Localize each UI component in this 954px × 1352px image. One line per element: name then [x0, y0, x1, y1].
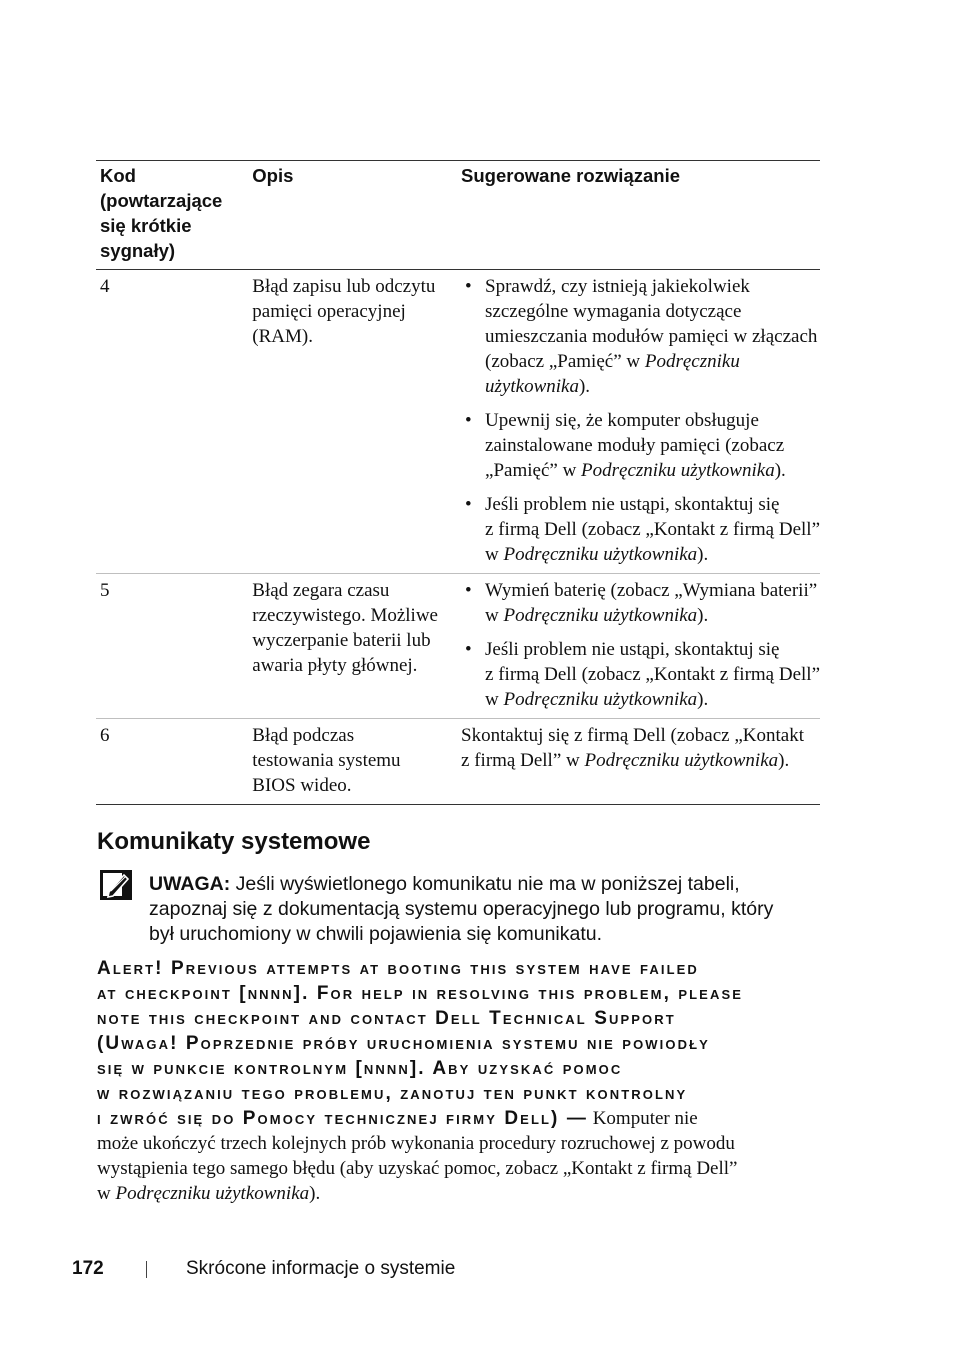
row-description: Błąd podczas testowania systemu BIOS wideo.: [252, 725, 401, 796]
alert-message-block: Alert! Previous attempts at booting this system have failed at checkpoint [nnnn]. For help in resolving this problem, please note this checkpoint and contact Dell Technical Support (Uwaga! Poprzednie próby uruchomienia systemu nie powiodły się w punkcie kontrolnym [nnnn]. Aby uzyskać pomoc w rozwiązaniu tego problemu, zanotuj ten punkt kontrolny i zwróć się do Pomocy technicznej firmy Dell) — Komputer nie może ukończyć trzech kolejnych prób wykonania procedury rozruchowej z powodu wystąpienia tego samego błędu (aby uzyskać pomoc, zobacz „Kontakt z firmą Dell” w Podręczniku użytkownika).: [97, 958, 743, 1204]
table-row: [96, 270, 820, 574]
row-code: 6: [100, 725, 110, 746]
list-item: • Sprawdź, czy istnieją jakiekolwiek szczególne wymagania dotyczące umieszczania modułów pamięci w złączach (zobacz „Pamięć” w Podręczniku użytkownika).: [461, 274, 820, 399]
footer-title: Skrócone informacje o systemie: [186, 1258, 456, 1279]
row-description: Błąd zapisu lub odczytu pamięci operacyjnej (RAM).: [252, 276, 436, 347]
table-header-row: [96, 161, 820, 270]
row-solution: [457, 574, 820, 719]
solution-list: [461, 578, 820, 712]
row-code: 4: [100, 276, 110, 297]
beep-codes-table: [96, 160, 820, 805]
list-item: • Wymień baterię (zobacz „Wymiana baterii” w Podręczniku użytkownika).: [461, 578, 820, 628]
note-pencil-icon: [100, 870, 132, 900]
row-solution: Skontaktuj się z firmą Dell (zobacz „Kontakt z firmą Dell” w Podręczniku użytkownika).: [461, 725, 804, 771]
solution-list: [461, 274, 820, 567]
footer-divider: [146, 1261, 147, 1278]
table-row: [96, 719, 820, 805]
header-description: Opis: [252, 165, 294, 186]
header-solution: Sugerowane rozwiązanie: [461, 165, 681, 186]
note-label: UWAGA:: [149, 873, 231, 895]
table-row: [96, 574, 820, 719]
section-title: Komunikaty systemowe: [97, 828, 371, 855]
list-item: • Jeśli problem nie ustąpi, skontaktuj się z firmą Dell (zobacz „Kontakt z firmą Dell” w Podręczniku użytkownika).: [461, 637, 820, 712]
page-number: 172: [72, 1258, 104, 1279]
note-block: UWAGA: Jeśli wyświetlonego komunikatu nie ma w poniższej tabeli, zapoznaj się z dokumentacją systemu operacyjnego lub programu, który był uruchomiony w chwili pojawienia się komunikatu.: [149, 873, 774, 945]
list-item: • Upewnij się, że komputer obsługuje zainstalowane moduły pamięci (zobacz „Pamięć” w Podręczniku użytkownika).: [461, 408, 820, 483]
row-description: Błąd zegara czasu rzeczywistego. Możliwe wyczerpanie baterii lub awaria płyty głównej.: [252, 580, 438, 676]
row-solution: [457, 270, 820, 574]
row-code: 5: [100, 580, 110, 601]
list-item: • Jeśli problem nie ustąpi, skontaktuj się z firmą Dell (zobacz „Kontakt z firmą Dell” w Podręczniku użytkownika).: [461, 492, 820, 567]
header-code: Kod (powtarzające się krótkie sygnały): [100, 165, 223, 261]
